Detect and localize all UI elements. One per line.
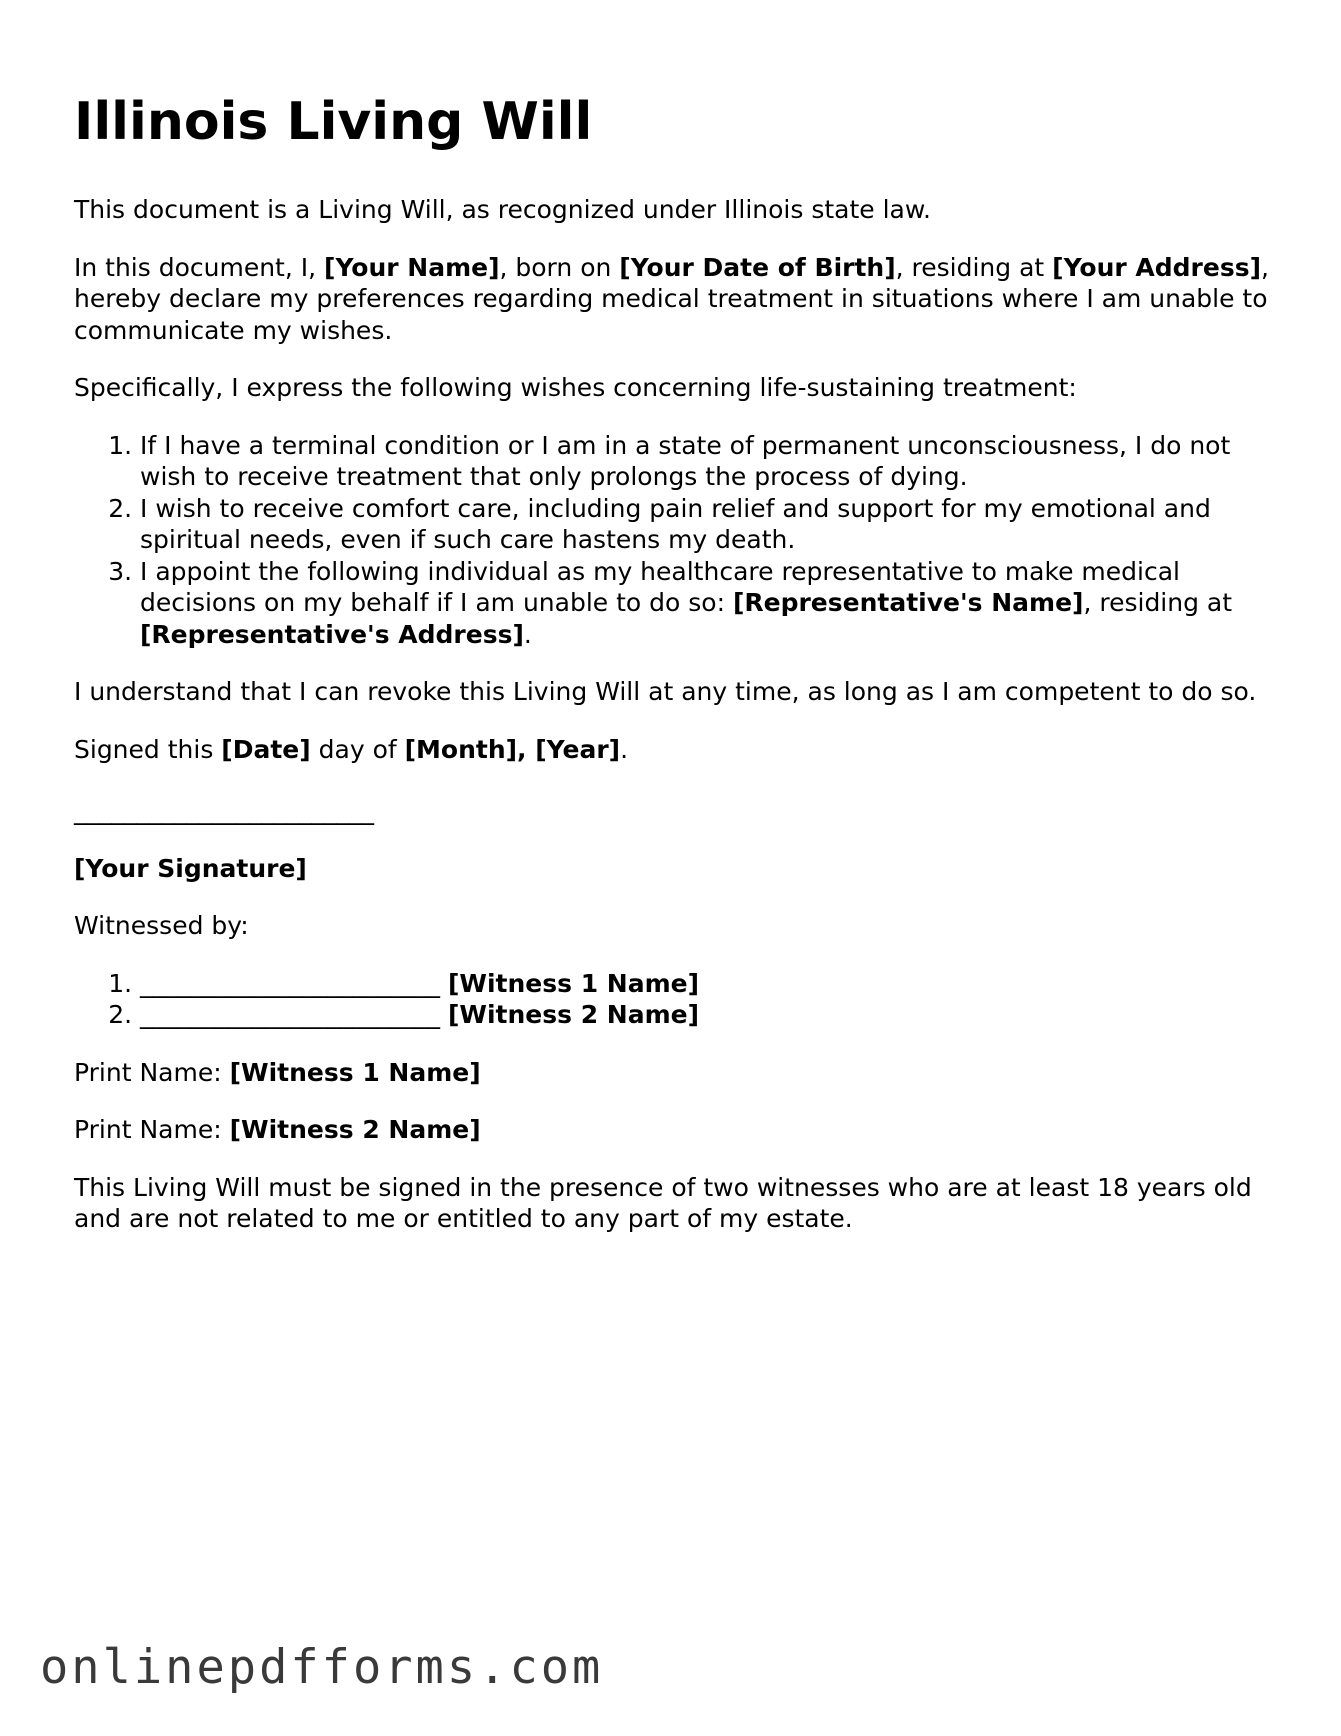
wishes-list	[74, 430, 1274, 651]
signed-text: day of	[310, 734, 405, 764]
wish-item: 1. If I have a terminal condition or I am in a state of permanent unconsciousness, I do not wish to receive treatment that only prolongs the process of dying.	[140, 430, 1274, 493]
address-placeholder: [Your Address]	[1052, 252, 1262, 282]
witness-2-name-placeholder: [Witness 2 Name]	[447, 1000, 700, 1029]
date-placeholder: [Date]	[221, 734, 311, 764]
signature-line: ________________________	[74, 796, 374, 825]
declaration-text: In this document, I,	[74, 252, 325, 282]
wishes-intro: Specifically, I express the following wishes concerning life-sustaining treatment:	[74, 373, 1077, 402]
print-witness-1-placeholder: [Witness 1 Name]	[229, 1057, 481, 1087]
your-signature-placeholder: [Your Signature]	[74, 853, 307, 883]
representative-name-placeholder: [Representative's Name]	[732, 588, 1084, 617]
revoke-paragraph: I understand that I can revoke this Living Will at any time, as long as I am competent to do so.	[74, 677, 1257, 706]
witness-item	[140, 999, 1274, 1031]
print-name-witness-1	[74, 1057, 1274, 1089]
declaration-paragraph	[74, 252, 1274, 347]
signed-text: Signed this	[74, 734, 222, 764]
representative-address-placeholder: [Representative's Address]	[140, 619, 524, 649]
witness-item	[140, 968, 1274, 1000]
declaration-text: , hereby declare my preferences regarding medical treatment in situations where I am unable to communicate my wishes.	[74, 252, 1269, 345]
witness-list	[74, 968, 1274, 1031]
signed-text: .	[620, 734, 629, 764]
wish-text: .	[523, 619, 532, 649]
witnessed-by-label: Witnessed by:	[74, 911, 249, 940]
witness-signature-line: ________________________	[140, 968, 440, 998]
date-of-birth-placeholder: [Your Date of Birth]	[619, 252, 896, 282]
signed-paragraph	[74, 734, 1274, 766]
witness-1-name-placeholder: [Witness 1 Name]	[447, 968, 700, 998]
intro-paragraph: This document is a Living Will, as recognized under Illinois state law.	[74, 195, 931, 224]
print-name-label: Print Name:	[74, 1115, 230, 1144]
wish-text: , residing at	[1083, 588, 1233, 617]
document-title: Illinois Living Will	[74, 92, 593, 152]
print-name-label: Print Name:	[74, 1057, 230, 1087]
your-name-placeholder: [Your Name]	[324, 252, 500, 282]
witness-signature-line: ________________________	[140, 1000, 440, 1029]
wish-item: 2. I wish to receive comfort care, including pain relief and support for my emotional and spiritual needs, even if such care hastens my death.	[140, 493, 1274, 556]
declaration-text: , residing at	[895, 252, 1053, 282]
closing-paragraph: This Living Will must be signed in the presence of two witnesses who are at least 18 years old and are not related to me or entitled to any part of my estate.	[74, 1172, 1252, 1233]
declaration-text: , born on	[499, 252, 620, 282]
wish-item	[140, 556, 1274, 651]
watermark-text: onlinepdfforms.com	[40, 1640, 604, 1695]
print-witness-2-placeholder: [Witness 2 Name]	[229, 1115, 481, 1144]
signature-label	[74, 853, 1274, 885]
month-year-placeholder: [Month], [Year]	[404, 734, 621, 764]
document-page	[74, 92, 1274, 1261]
print-name-witness-2	[74, 1114, 1274, 1146]
wish-text: I appoint the following individual as my healthcare representative to make medical decisions on my behalf if I am unable to do so:	[140, 556, 1180, 617]
